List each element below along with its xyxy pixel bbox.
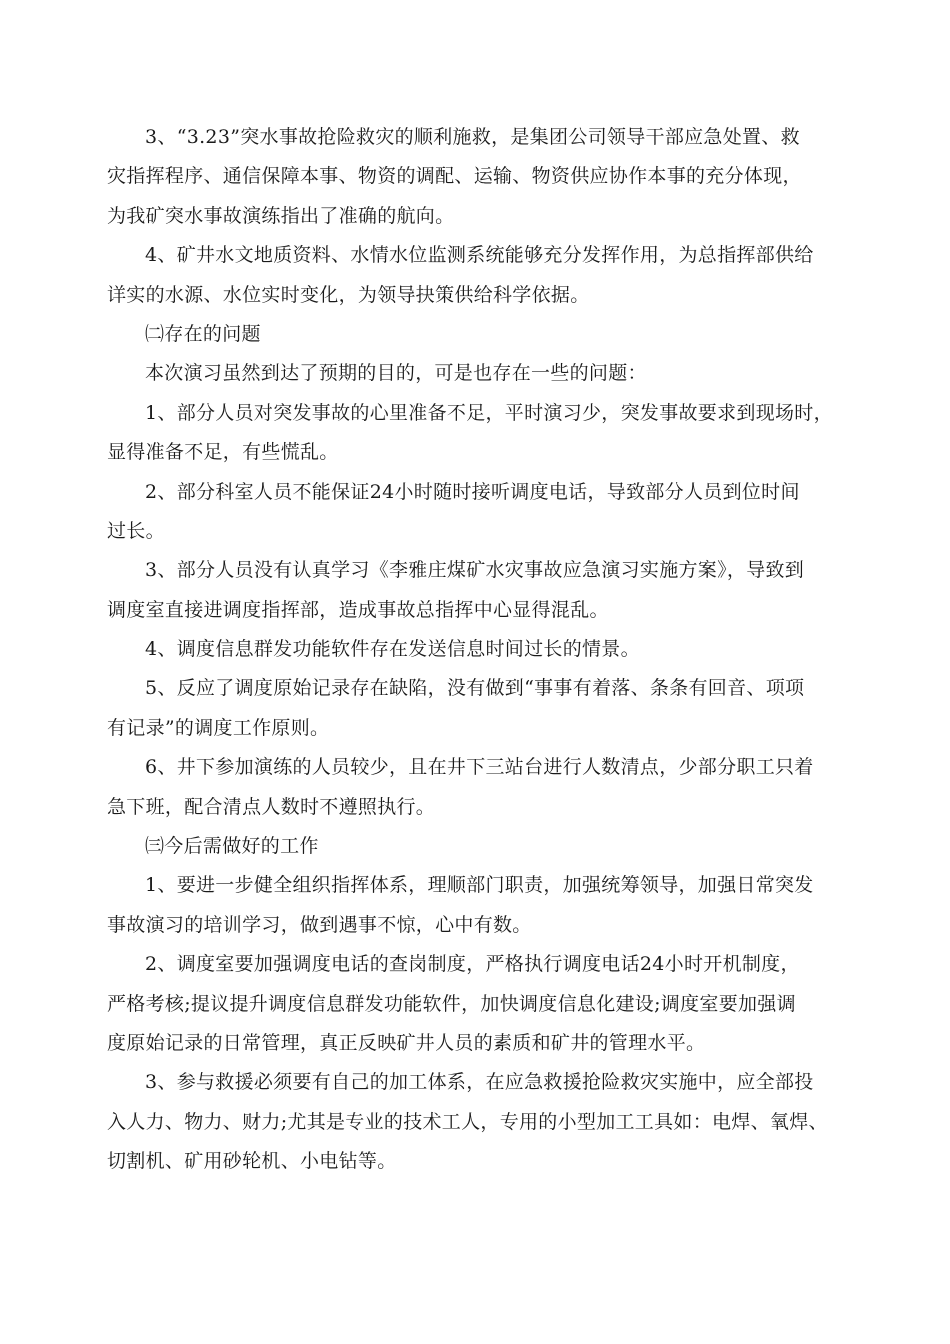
text-line: 显得准备不足，有些慌乱。 [107,441,339,464]
text-line: 切割机、矿用砂轮机、小电钻等。 [107,1150,397,1173]
text-line: 入人力、物力、财力;尤其是专业的技术工人，专用的小型加工工具如：电焊、氧焊、 [107,1110,828,1133]
text-line: 3、“3.23”突水事故抢险救灾的顺利施救，是集团公司领导干部应急处置、救 [145,126,800,148]
text-line: 有记录”的调度工作原则。 [107,716,330,739]
text-line: 2、调度室要加强调度电话的查岗制度，严格执行调度电话24小时开机制度， [145,953,800,976]
text-line: 1、要进一步健全组织指挥体系，理顺部门职责，加强统筹领导，加强日常突发 [145,874,814,897]
text-line: 灾指挥程序、通信保障本事、物资的调配、运输、物资供应协作本事的充分体现， [107,165,802,188]
text-line: 为我矿突水事故演练指出了准确的航向。 [107,204,455,227]
text-line: 1、部分人员对突发事故的心里准备不足，平时演习少，突发事故要求到现场时， [145,401,833,424]
text-line: 本次演习虽然到达了预期的目的，可是也存在一些的问题： [145,362,647,385]
text-line: 5、反应了调度原始记录存在缺陷，没有做到“事事有着落、条条有回音、项项 [145,677,805,700]
document-body [107,118,857,1182]
text-line: 度原始记录的日常管理，真正反映矿井人员的素质和矿井的管理水平。 [107,1031,706,1054]
text-line: 4、矿井水文地质资料、水情水位监测系统能够充分发挥作用，为总指挥部供给 [145,244,814,267]
text-line: 急下班，配合清点人数时不遵照执行。 [107,795,436,818]
text-line: 过长。 [107,519,165,542]
text-line: 事故演习的培训学习，做到遇事不惊，心中有数。 [107,913,532,936]
section-heading: ㈡存在的问题 [145,322,261,345]
text-line: 2、部分科室人员不能保证24小时随时接听调度电话，导致部分人员到位时间 [145,480,800,503]
section-heading: ㈢今后需做好的工作 [145,835,319,858]
text-line: 6、井下参加演练的人员较少，且在井下三站台进行人数清点，少部分职工只着 [145,756,814,779]
text-line: 3、部分人员没有认真学习《李雅庄煤矿水灾事故应急演习实施方案》，导致到 [145,559,805,582]
text-line: 严格考核;提议提升调度信息群发功能软件，加快调度信息化建设;调度室要加强调 [107,992,796,1015]
text-line: 4、调度信息群发功能软件存在发送信息时间过长的情景。 [145,638,640,661]
text-line: 3、参与救援必须要有自己的加工体系，在应急救援抢险救灾实施中，应全部投 [145,1071,814,1094]
text-line: 调度室直接进调度指挥部，造成事故总指挥中心显得混乱。 [107,598,609,621]
text-line: 详实的水源、水位实时变化，为领导抉策供给科学依据。 [107,283,590,306]
